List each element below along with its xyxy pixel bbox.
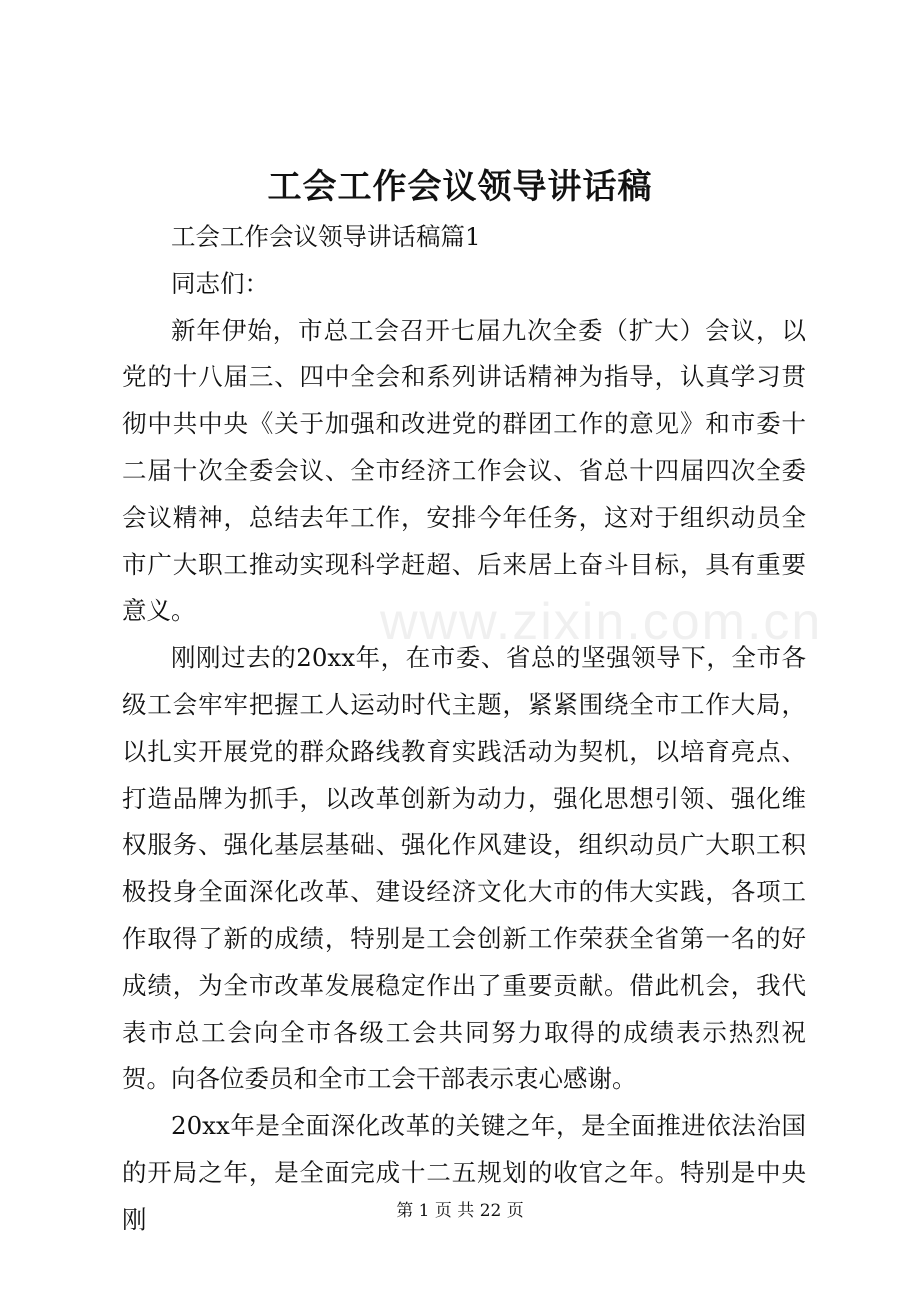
body-paragraph-2: 刚刚过去的20xx年，在市委、省总的坚强领导下，全市各级工会牢牢把握工人运动时代主题，紧紧围绕全市工作大局，以扎实开展党的群众路线教育实践活动为契机，以培育亮点、打造品牌为抓手，以改革创新为动力，强化思想引领、强化维权服务、强化基层基础、强化作风建设，组织动员广大职工积极投身全面深化改革、建设经济文化大市的伟大实践，各项工作取得了新的成绩，特别是工会创新工作荣获全省第一名的好成绩，为全市改革发展稳定作出了重要贡献。借此机会，我代表市总工会向全市各级工会共同努力取得的成绩表示热烈祝贺。向各位委员和全市工会干部表示衷心感谢。 (122, 643, 806, 1094)
watermark: www.zixin.com.cn (380, 593, 823, 651)
salutation: 同志们： (171, 268, 269, 298)
document-title: 工会工作会议领导讲话稿 (267, 167, 653, 207)
page-number-footer: 第 1 页 共 22 页 (396, 1201, 524, 1221)
body-paragraph-1: 新年伊始，市总工会召开七届九次全委（扩大）会议，以党的十八届三、四中全会和系列讲话精神为指导，认真学习贯彻中共中央《关于加强和改进党的群团工作的意见》和市委十二届十次全委会议、全市经济工作会议、省总十四届四次全委会议精神，总结去年工作，安排今年任务，这对于组织动员全市广大职工推动实现科学赶超、后来居上奋斗目标，具有重要意义。 (122, 315, 806, 626)
body-paragraph-3: 20xx年是全面深化改革的关键之年，是全面推进依法治国的开局之年，是全面完成十二五规划的收官之年。特别是中央刚 (122, 1111, 806, 1234)
document-subtitle: 工会工作会议领导讲话稿篇1 (171, 222, 481, 251)
document-body (122, 214, 806, 1244)
